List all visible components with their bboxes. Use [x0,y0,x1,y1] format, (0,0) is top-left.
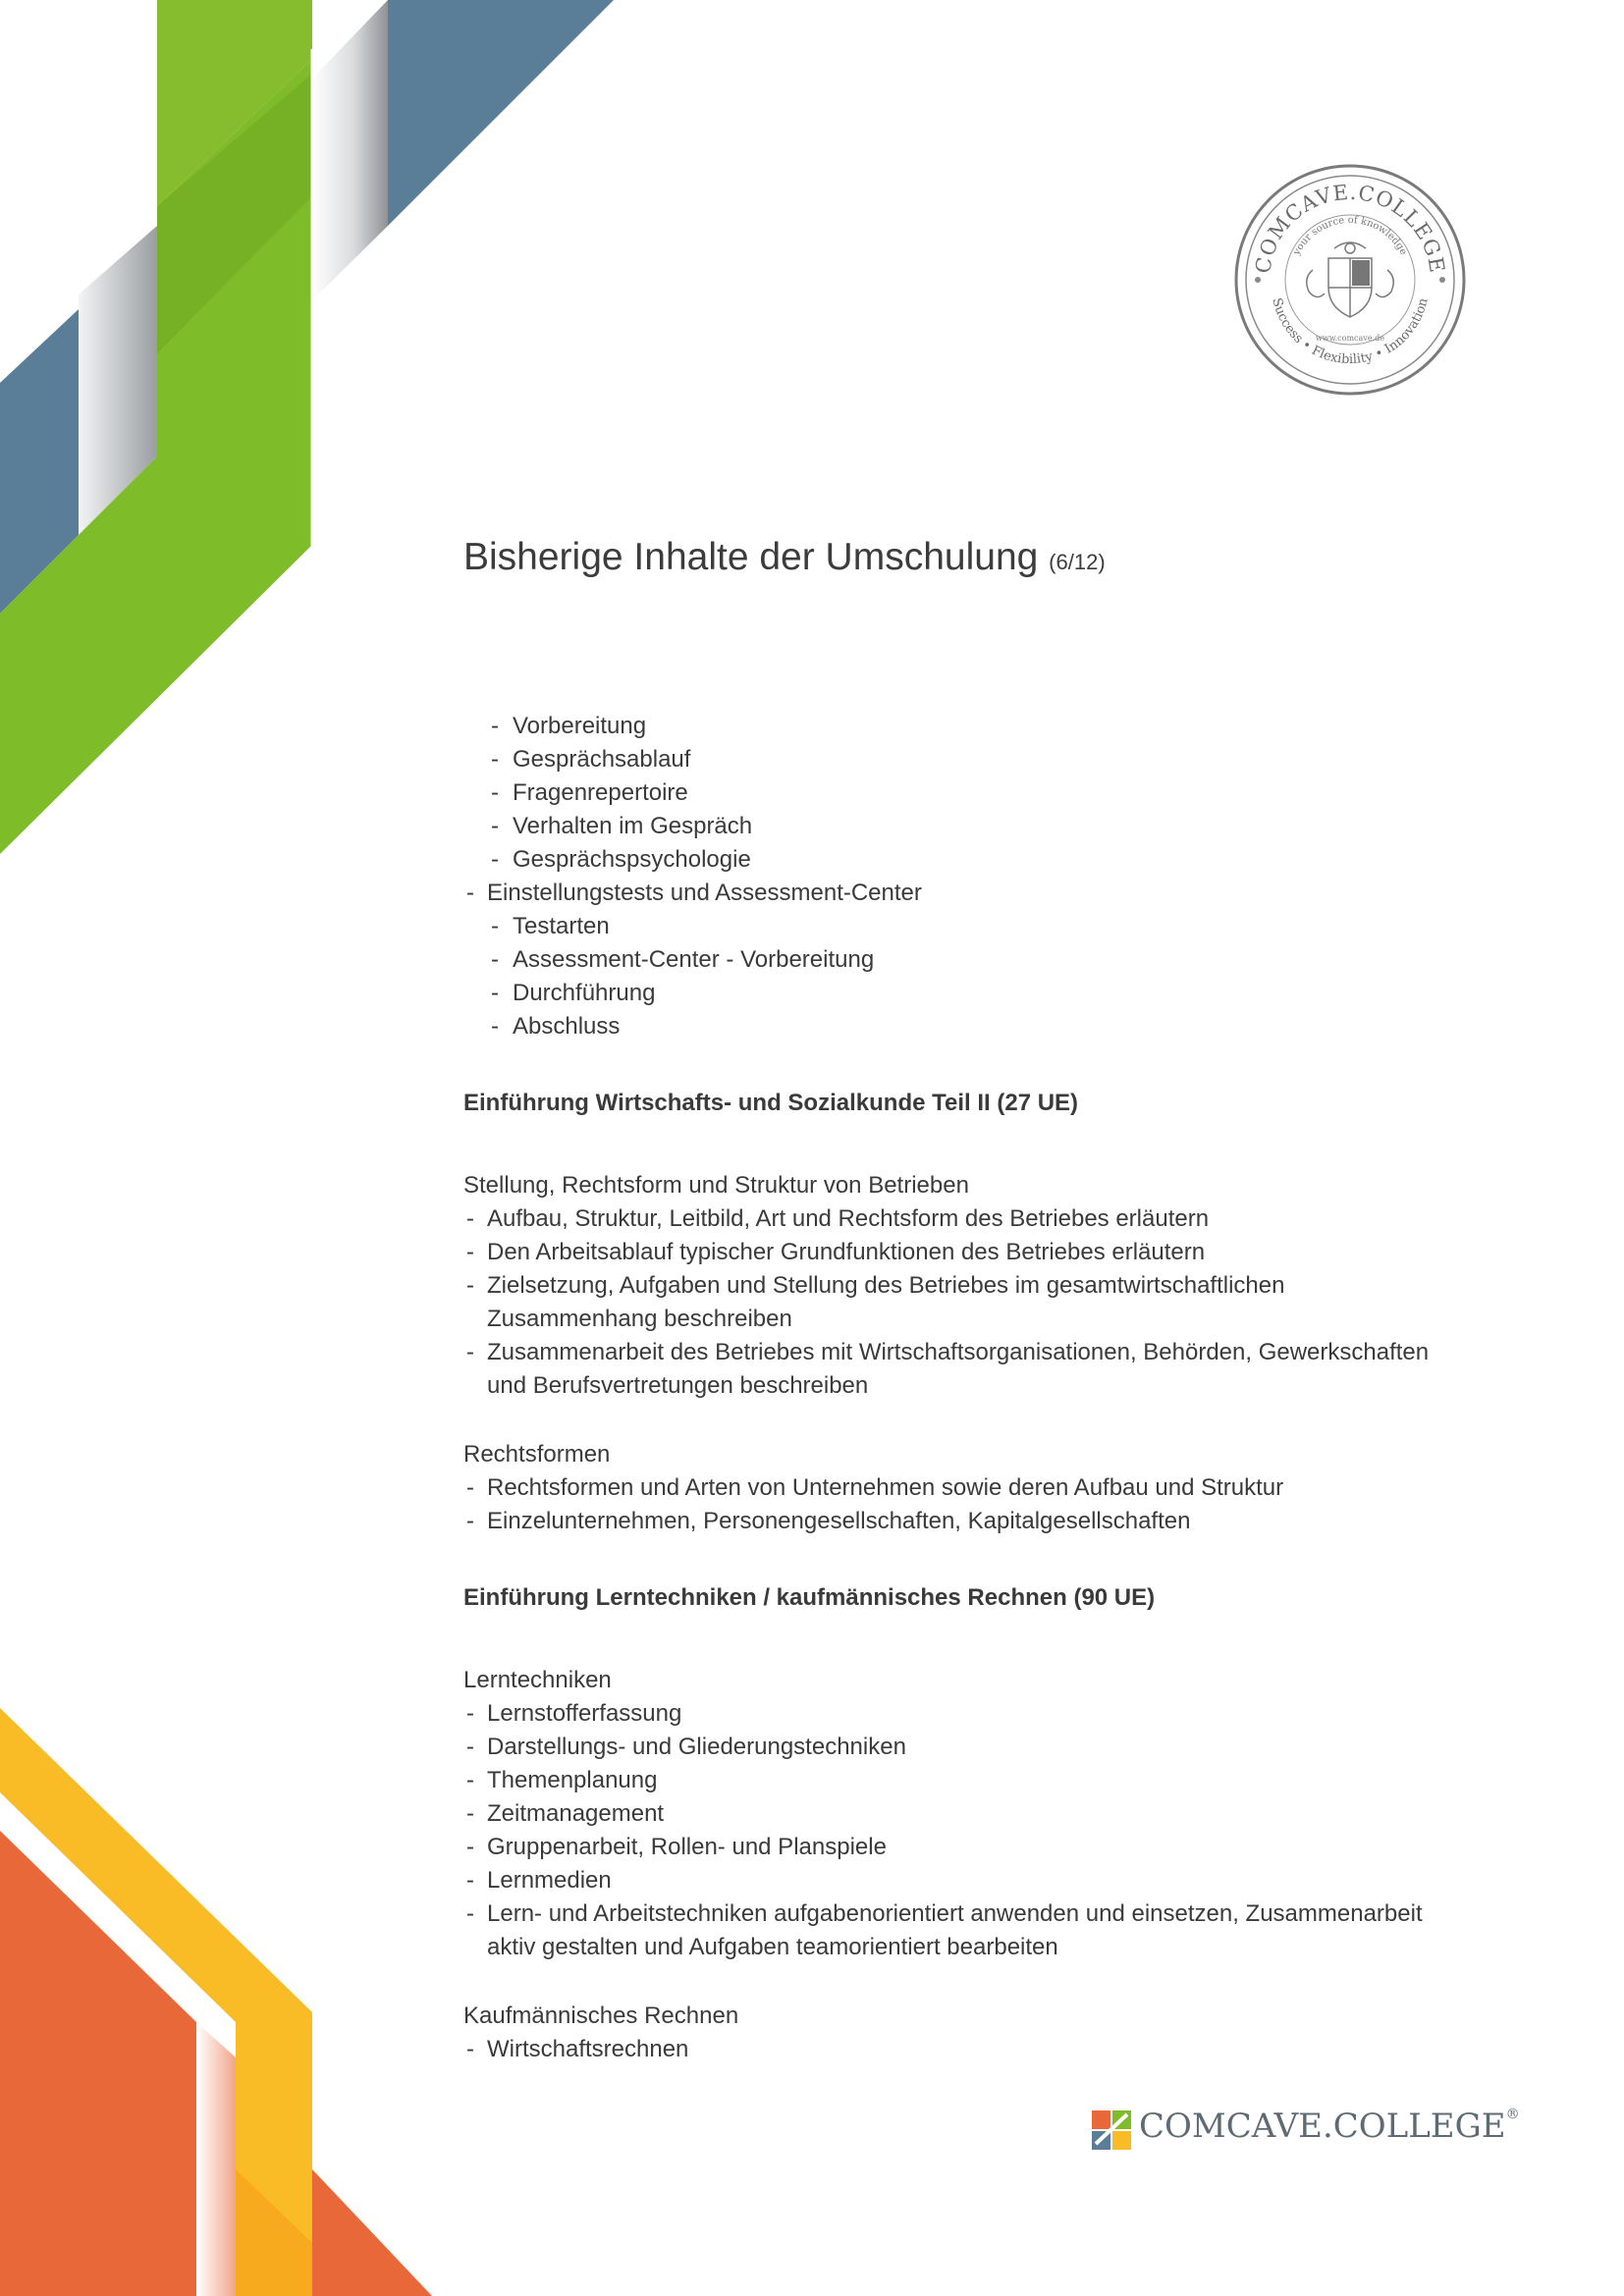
list-item-line: Lern- und Arbeitstechniken aufgabenorientiert anwenden und einsetzen, Zusammenarbeit [487,1900,1423,1927]
list-item: - Gruppenarbeit, Rollen- und Planspiele [463,1831,1485,1864]
list-item-line: Zusammenhang beschreiben [487,1306,792,1332]
brand-mark-icon [1092,2110,1131,2150]
group-title-lerntechniken: Lerntechniken [463,1667,612,1693]
registered-mark: ® [1505,2107,1520,2122]
blue-band-top [388,0,614,226]
group-title-betriebe: Stellung, Rechtsform und Struktur von Betrieben [463,1172,969,1199]
list-item: - Gesprächsablauf [463,743,1485,776]
list-item: - Den Arbeitsablauf typischer Grundfunktionen des Betriebes erläutern [463,1236,1485,1269]
list-item: - Durchführung [463,977,1485,1010]
list-item: - Zeitmanagement [463,1797,1485,1831]
seal-url-text: www.comcave.de [1316,334,1384,343]
list-item: - Aufbau, Struktur, Leitbild, Art und Rechtsform des Betriebes erläutern [463,1202,1485,1236]
list-item: - Darstellungs- und Gliederungstechniken [463,1731,1485,1764]
brand-name-text: COMCAVE.COLLEGE [1139,2107,1506,2146]
list-item-line: aktiv gestalten und Aufgaben teamorientiert bearbeiten [487,1934,1058,1960]
intro-list [463,710,1485,1043]
betriebe-list [463,1202,1485,1403]
shield-fill-dark [1352,260,1370,286]
list-item-line: Zielsetzung, Aufgaben und Stellung des Betriebes im gesamtwirtschaftlichen [487,1272,1285,1299]
list-item: - Gesprächspsychologie [463,843,1485,877]
list-item: - Testarten [463,910,1485,943]
list-item: - Assessment-Center - Vorbereitung [463,943,1485,977]
comcave-college-seal [1232,162,1468,398]
orange-band-lower [312,2169,432,2296]
list-item: - Wirtschaftsrechnen [463,2033,1485,2066]
list-item: - Fragenrepertoire [463,776,1485,810]
section-heading-lerntechniken: Einführung Lerntechniken / kaufmännisches Rechnen (90 UE) [463,1584,1156,1611]
list-item: - Vorbereitung [463,710,1485,743]
group-title-kaufmaennisches-rechnen: Kaufmännisches Rechnen [463,2002,739,2029]
brand-name [1139,2107,1520,2146]
seal-motto-text: your source of knowledge [1291,214,1409,257]
list-item-line: Zusammenarbeit des Betriebes mit Wirtschaftsorganisationen, Behörden, Gewerkschaften [487,1339,1430,1365]
group-title-rechtsformen: Rechtsformen [463,1441,611,1468]
bottom-left-decoration [0,1708,491,2296]
rechtsformen-list [463,1471,1485,1538]
rechnen-list [463,2033,1485,2066]
list-item: - Lernmedien [463,1864,1485,1897]
list-item: - Einstellungstests und Assessment-Center [463,877,1485,910]
list-item: - Rechtsformen und Arten von Unternehmen sowie deren Aufbau und Struktur [463,1471,1485,1505]
list-item [463,1336,1485,1403]
orange-fade-band [196,2022,236,2296]
list-item: - Themenplanung [463,1764,1485,1797]
document-content [463,530,1485,2066]
seal-name-text: COMCAVE.COLLEGE [1251,180,1449,276]
title-main: Bisherige Inhalte der Umschulung [463,536,1039,578]
list-item: - Lernstofferfassung [463,1697,1485,1731]
list-item [463,1269,1485,1336]
list-item-line: und Berufsvertretungen beschreiben [487,1372,869,1399]
footer-brand-logo [1092,2107,1520,2154]
section-heading-wiso: Einführung Wirtschafts- und Sozialkunde Teil II (27 UE) [463,1090,1079,1116]
list-item: - Verhalten im Gespräch [463,810,1485,843]
seal-values-text: Success • Flexibility • Innovation [1269,296,1432,368]
list-item: - Abschluss [463,1010,1485,1043]
gray-fade-band-top [312,0,388,300]
lerntechniken-list [463,1697,1485,1964]
page-title [463,530,1485,590]
list-item: - Einzelunternehmen, Personengesellschaften, Kapitalgesellschaften [463,1505,1485,1538]
title-page-count: (6/12) [1049,550,1106,574]
list-item [463,1897,1485,1964]
